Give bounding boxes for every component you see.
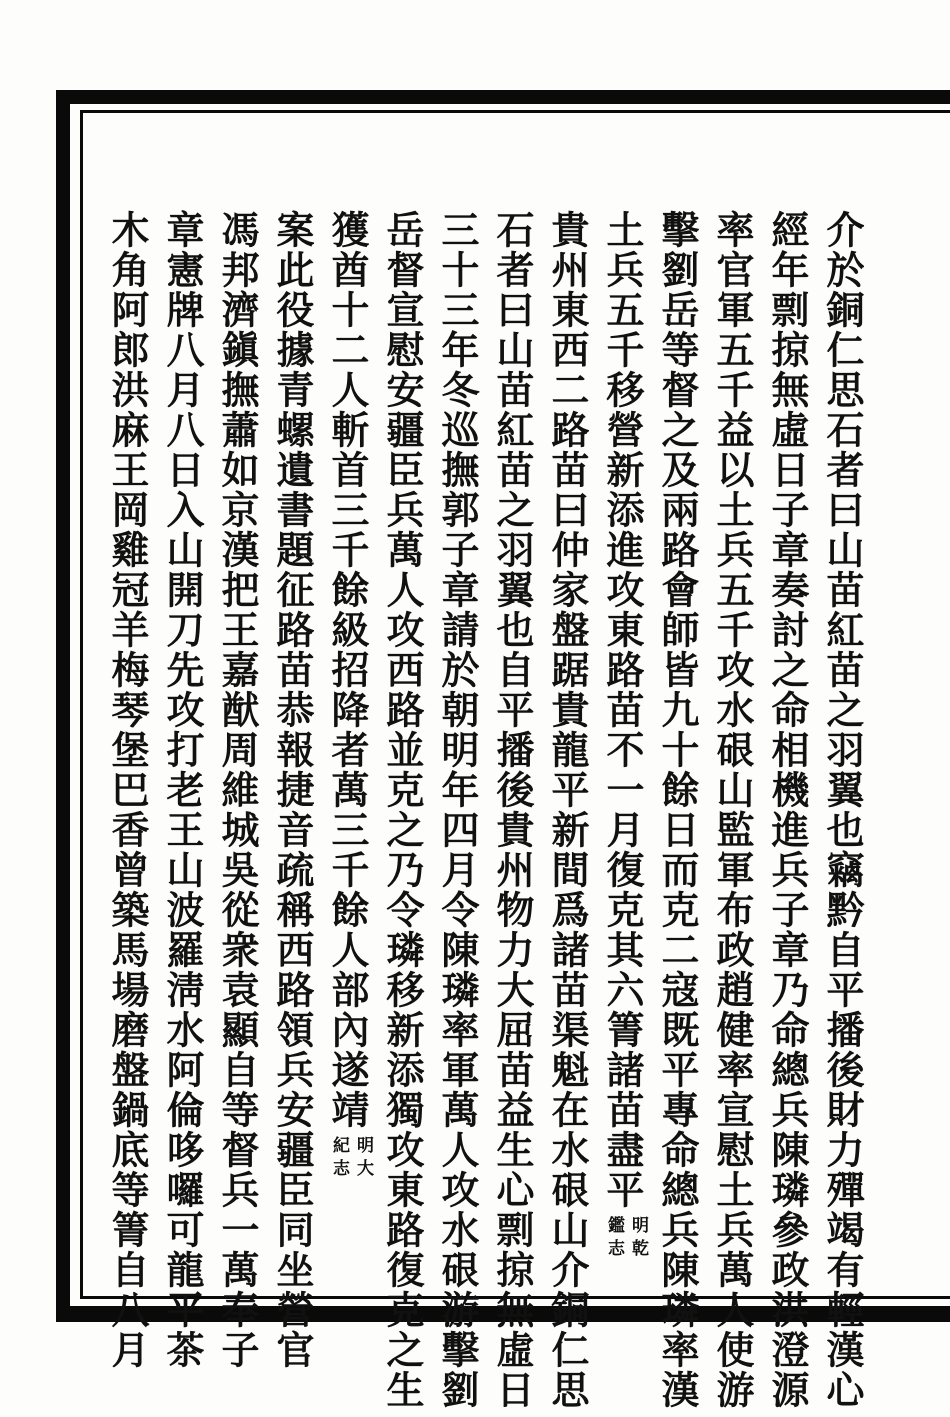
text-column-8: [433, 210, 481, 1410]
text-column-6: [543, 210, 591, 1410]
vertical-text-block: [96, 210, 866, 1410]
column-text: 木角阿郎洪麻王岡雞冠羊梅琴堡巴香曾築馬場磨盤鍋底等箐自八月: [105, 210, 150, 1370]
frame-left-rule: [56, 90, 70, 1322]
text-column-5: [598, 210, 646, 1290]
text-column-1: [818, 210, 866, 1410]
frame-inner-left-rule: [80, 110, 83, 1299]
text-column-7: [488, 210, 536, 1410]
column-text: 率官軍五千益以土兵五千攻水硍山監軍布政趙健率宣慰土兵萬人使游: [710, 210, 755, 1410]
text-column-2: [763, 210, 811, 1410]
text-column-13: [158, 210, 206, 1370]
column-text: 案此役據青螺遺書題征路苗恭報捷音疏稱西路領兵安疆臣同坐營官: [270, 210, 315, 1370]
column-text: 石者曰山苗紅苗之羽翼也自平播後貴州物力大屈苗益生心剽掠無虛日: [490, 210, 535, 1410]
frame-inner-top-rule: [82, 110, 950, 113]
source-note-left: 鑑志: [604, 1216, 624, 1262]
column-text: 岳督宣慰安疆臣兵萬人攻西路並克之乃令璘移新添獨攻東路復克之生: [380, 210, 425, 1410]
column-text: 獲酋十二人斬首三千餘級招降者萬三千餘人部內遂靖: [325, 210, 370, 1130]
source-note-left: 紀志: [329, 1136, 349, 1182]
text-column-4: [653, 210, 701, 1410]
column-text: 擊劉岳等督之及兩路會師皆九十餘日而克二寇既平專命總兵陳璘率漢: [655, 210, 700, 1410]
column-text: 馮邦濟鎭撫蕭如京漢把王嘉猷周維城吳從衆袁顯自等督兵一萬奉子: [215, 210, 260, 1370]
source-note-right: 明乾: [628, 1216, 648, 1262]
column-text: 貴州東西二路苗曰仲家盤踞貴龍平新間爲諸苗渠魁在水硍山介銅仁思: [545, 210, 590, 1410]
column-text: 章憲牌八月八日入山開刀先攻打老王山波羅淸水阿倫哆囉可龍平茶: [160, 210, 205, 1370]
source-note: [331, 1136, 371, 1182]
text-column-11: [268, 210, 316, 1370]
column-text: 三十三年冬巡撫郭子章請於朝明年四月令陳璘率軍萬人攻水硍游擊劉: [435, 210, 480, 1410]
source-note-right: 明大: [353, 1136, 373, 1182]
column-text: 經年剽掠無虛日子章奏討之命相機進兵子章乃命總兵陳璘參政洪澄源: [765, 210, 810, 1410]
text-column-3: [708, 210, 756, 1410]
text-column-12: [213, 210, 261, 1370]
frame-top-rule: [56, 90, 950, 104]
text-column-14: [103, 210, 151, 1370]
text-column-10: [323, 210, 371, 1290]
column-text: 土兵五千移營新添進攻東路苗不一月復克其六箐諸苗盡平: [600, 210, 645, 1210]
text-column-9: [378, 210, 426, 1410]
column-text: 介於銅仁思石者曰山苗紅苗之羽翼也竊黔自平播後財力殫竭有輕漢心: [820, 210, 865, 1410]
source-note: [606, 1216, 646, 1262]
